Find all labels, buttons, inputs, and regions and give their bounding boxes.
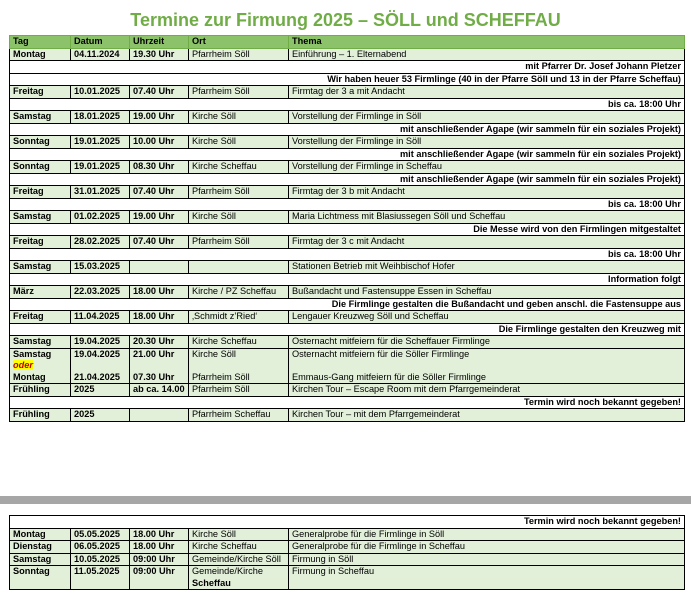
table-note-row [10,248,685,261]
cell-thema: Generalprobe für die Firmlinge in Scheffau [289,541,685,554]
header-thema: Thema [289,36,685,49]
cell-thema: Firmung in Söll [289,553,685,566]
cell-uhrzeit: 20.30 Uhr [130,336,189,349]
cell-uhrzeit: 18.00 Uhr [130,311,189,324]
cell-tag: Freitag [10,186,71,199]
cell-uhrzeit [130,261,189,274]
cell-ort: Pfarrheim Söll [189,236,289,249]
cell-datum: 06.05.2025 [71,541,130,554]
cell-ort [189,566,289,590]
oder-marker: oder [13,360,33,370]
table-row [10,136,685,149]
cell-tag: Montag [10,48,71,61]
cell-uhrzeit [130,348,189,384]
datum-text: 19.04.2025 [74,348,120,359]
cell-uhrzeit: 09:00 Uhr [130,553,189,566]
table-note-row [10,223,685,236]
cell-uhrzeit: 19.30 Uhr [130,48,189,61]
cell-thema: Firmtag der 3 b mit Andacht [289,186,685,199]
datum-text: 21.04.2025 [74,371,120,382]
cell-thema: Maria Lichtmess mit Blasiussegen Söll und Scheffau [289,211,685,224]
cell-ort: Pfarrheim Söll [189,86,289,99]
table-row [10,111,685,124]
cell-datum: 10.05.2025 [71,553,130,566]
cell-tag: Samstag [10,336,71,349]
cell-thema: Firmung in Scheffau [289,566,685,590]
cell-thema: Lengauer Kreuzweg Söll und Scheffau [289,311,685,324]
table-row [10,186,685,199]
table-note-row [10,98,685,111]
cell-ort: Kirche / PZ Scheffau [189,286,289,299]
cell-ort: Gemeinde/Kirche Söll [189,553,289,566]
ort-text: Kirche Söll [192,348,236,359]
table-row [10,348,685,384]
ort-text: Pfarrheim Söll [192,371,250,382]
cell-datum: 22.03.2025 [71,286,130,299]
table-note-row [10,73,685,86]
cell-tag: Dienstag [10,541,71,554]
table-row [10,236,685,249]
cell-tag: Freitag [10,86,71,99]
row-note: mit anschließender Agape (wir sammeln für ein soziales Projekt) [10,148,685,161]
cell-ort: Pfarrheim Söll [189,186,289,199]
cell-datum: 11.04.2025 [71,311,130,324]
cell-thema: Kirchen Tour – Escape Room mit dem Pfarrgemeinderat [289,384,685,397]
cell-thema: Firmtag der 3 a mit Andacht [289,86,685,99]
cell-uhrzeit: 19.00 Uhr [130,211,189,224]
cell-datum: 01.02.2025 [71,211,130,224]
row-note: Wir haben heuer 53 Firmlinge (40 in der Pfarre Söll und 13 in der Pfarre Scheffau) [10,73,685,86]
cell-ort: Kirche Söll [189,111,289,124]
table-row [10,311,685,324]
tag-text: Samstag [13,348,52,359]
cell-datum: 04.11.2024 [71,48,130,61]
cell-thema: Vorstellung der Firmlinge in Söll [289,111,685,124]
cell-uhrzeit: 07.40 Uhr [130,236,189,249]
cell-ort [189,261,289,274]
ort-text: Gemeinde/Kirche [192,566,263,576]
table-note-row [10,61,685,74]
cell-ort: Kirche Scheffau [189,336,289,349]
schedule-table-continued [9,515,685,590]
cell-tag: Samstag [10,553,71,566]
cell-thema: Firmtag der 3 c mit Andacht [289,236,685,249]
table-row [10,86,685,99]
header-ort: Ort [189,36,289,49]
cell-datum: 11.05.2025 [71,566,130,590]
cell-thema: Generalprobe für die Firmlinge in Söll [289,528,685,541]
cell-datum: 15.03.2025 [71,261,130,274]
table-row [10,409,685,422]
cell-datum: 10.01.2025 [71,86,130,99]
cell-ort: Pfarrheim Scheffau [189,409,289,422]
cell-uhrzeit: ab ca. 14.00 [130,384,189,397]
row-note: Die Firmlinge gestalten die Bußandacht und geben anschl. die Fastensuppe aus [10,298,685,311]
cell-datum: 19.01.2025 [71,136,130,149]
cell-tag: Montag [10,528,71,541]
cell-tag [10,348,71,384]
table-note-row [10,323,685,336]
cell-datum: 31.01.2025 [71,186,130,199]
table-header [10,36,685,49]
cell-thema: Vorstellung der Firmlinge in Scheffau [289,161,685,174]
row-note: Termin wird noch bekannt gegeben! [10,396,685,409]
cell-uhrzeit: 19.00 Uhr [130,111,189,124]
schedule-table [9,35,685,422]
cell-tag: März [10,286,71,299]
cell-uhrzeit [130,409,189,422]
table-row [10,286,685,299]
cell-datum: 18.01.2025 [71,111,130,124]
cell-uhrzeit: 07.40 Uhr [130,186,189,199]
header-datum: Datum [71,36,130,49]
cell-uhrzeit: 18.00 Uhr [130,541,189,554]
table-note-row [10,198,685,211]
table-row [10,48,685,61]
thema-text: Osternacht mitfeiern für die Söller Firmlinge [292,348,470,359]
cell-uhrzeit: 18.00 Uhr [130,528,189,541]
cell-thema: Vorstellung der Firmlinge in Söll [289,136,685,149]
cell-thema: Kirchen Tour – mit dem Pfarrgemeinderat [289,409,685,422]
cell-ort [189,348,289,384]
cell-tag: Sonntag [10,566,71,590]
cell-thema: Osternacht mitfeiern für die Scheffauer Firmlinge [289,336,685,349]
table-row [10,161,685,174]
cell-ort: Pfarrheim Söll [189,384,289,397]
page-break [0,496,691,504]
cell-datum: 28.02.2025 [71,236,130,249]
table-row [10,261,685,274]
cell-uhrzeit: 08.30 Uhr [130,161,189,174]
table-row [10,336,685,349]
cell-ort: Kirche Söll [189,211,289,224]
row-note: Die Firmlinge gestalten den Kreuzweg mit [10,323,685,336]
cell-datum: 2025 [71,384,130,397]
row-note: bis ca. 18:00 Uhr [10,248,685,261]
row-note: mit anschließender Agape (wir sammeln für ein soziales Projekt) [10,173,685,186]
cell-thema: Bußandacht und Fastensuppe Essen in Scheffau [289,286,685,299]
thema-text: Emmaus-Gang mitfeiern für die Söller Firmlinge [292,371,487,382]
row-note: Termin wird noch bekannt gegeben! [10,516,685,529]
table-note-row [10,516,685,529]
uhrzeit-text: 07.30 Uhr [133,371,175,382]
cell-ort: Pfarrheim Söll [189,48,289,61]
table-row [10,211,685,224]
cell-datum [71,348,130,384]
cell-ort: ‚Schmidt z’Ried‘ [189,311,289,324]
row-note: Die Messe wird von den Firmlingen mitgestaltet [10,223,685,236]
cell-tag: Samstag [10,111,71,124]
cell-thema: Stationen Betrieb mit Weihbischof Hofer [289,261,685,274]
cell-thema [289,348,685,384]
table-note-row [10,396,685,409]
cell-ort: Kirche Scheffau [189,541,289,554]
header-tag: Tag [10,36,71,49]
row-note: mit Pfarrer Dr. Josef Johann Pletzer [10,61,685,74]
row-note: bis ca. 18:00 Uhr [10,198,685,211]
header-uhrzeit: Uhrzeit [130,36,189,49]
table-note-row [10,148,685,161]
uhrzeit-text: 21.00 Uhr [133,348,175,359]
cell-tag: Frühling [10,384,71,397]
cell-ort: Kirche Scheffau [189,161,289,174]
cell-tag: Freitag [10,236,71,249]
cell-tag: Samstag [10,211,71,224]
cell-uhrzeit: 18.00 Uhr [130,286,189,299]
cell-ort: Kirche Söll [189,136,289,149]
table-row [10,553,685,566]
table-note-row [10,298,685,311]
cell-datum: 2025 [71,409,130,422]
cell-tag: Samstag [10,261,71,274]
tag-text: Montag [13,371,46,382]
ort-text: Scheffau [192,577,231,588]
table-row [10,384,685,397]
table-note-row [10,123,685,136]
page-title: Termine zur Firmung 2025 – SÖLL und SCHEFFAU [130,10,561,30]
table-row [10,566,685,590]
cell-tag: Freitag [10,311,71,324]
cell-tag: Sonntag [10,136,71,149]
table-row [10,541,685,554]
cell-datum: 19.04.2025 [71,336,130,349]
row-note: mit anschließender Agape (wir sammeln für ein soziales Projekt) [10,123,685,136]
row-note: Information folgt [10,273,685,286]
cell-tag: Frühling [10,409,71,422]
cell-uhrzeit: 09:00 Uhr [130,566,189,590]
row-note: bis ca. 18:00 Uhr [10,98,685,111]
table-row [10,528,685,541]
cell-tag: Sonntag [10,161,71,174]
cell-uhrzeit: 10.00 Uhr [130,136,189,149]
table-note-row [10,273,685,286]
cell-uhrzeit: 07.40 Uhr [130,86,189,99]
cell-datum: 05.05.2025 [71,528,130,541]
cell-ort: Kirche Söll [189,528,289,541]
cell-thema: Einführung – 1. Elternabend [289,48,685,61]
table-note-row [10,173,685,186]
cell-datum: 19.01.2025 [71,161,130,174]
